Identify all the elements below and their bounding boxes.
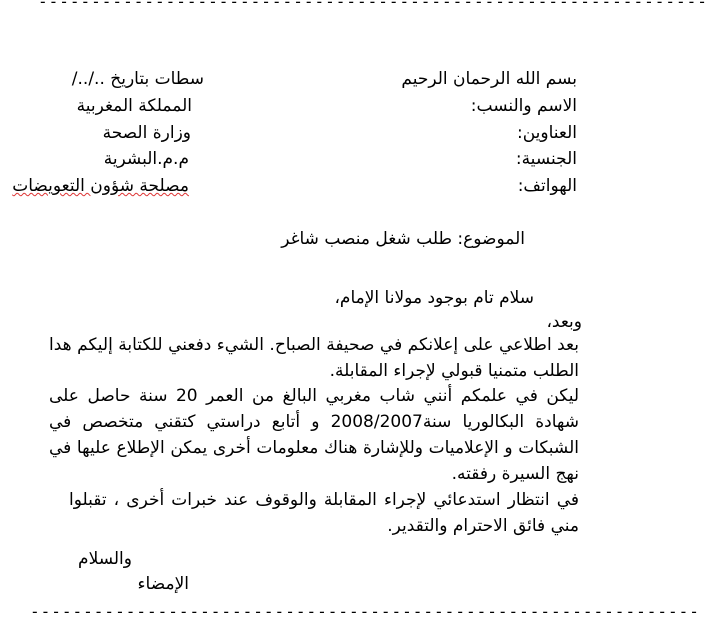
greeting: سلام تام بوجود مولانا الإمام، [334, 288, 534, 308]
recipient-ministry: وزارة الصحة [102, 123, 191, 143]
recipient-kingdom: المملكة المغربية [76, 96, 192, 116]
basmala: بسم الله الرحمان الرحيم [401, 69, 577, 89]
after-greeting: وبعد، [546, 312, 582, 332]
letter-subject: الموضوع: طلب شغل منصب شاغر [281, 229, 525, 249]
name-label: الاسم والنسب: [470, 96, 577, 116]
signature-label: الإمضاء [137, 574, 189, 594]
paragraph-2: ليكن في علمكم أنني شاب مغربي البالغ من العمر 20 سنة حاصل على شهادة البكالوريا سنة2008/2007 و أتابع دراستي كتقني متخصص في الشبكات و الإعلاميات وللإشارة هناك معلومات أخرى يمكن الإطلاع عليها في نهج السيرة رفقته. [49, 386, 579, 484]
bottom-divider: --------------------------------------------------------------- [30, 602, 700, 621]
phones-label: الهواتف: [517, 176, 577, 196]
date-line: سطات بتاريخ ../../ [71, 69, 204, 89]
recipient-service: مصلحة شؤون التعويضات [12, 176, 189, 196]
paragraph-3: في انتظار استدعائي لإجراء المقابلة والوقوف عند خبرات أخرى ، تقبلوا مني فائق الاحترام والتقدير. [69, 490, 579, 536]
top-divider: --------------------------------------------------------------- [38, 0, 708, 11]
paragraph-1: بعد اطلاعي على إعلانكم في صحيفة الصباح. الشيء دفعني للكتابة إليكم هدا الطلب متمنيا قبولي لإجراء المقابلة. [49, 335, 579, 381]
address-label: العناوين: [516, 123, 577, 143]
nationality-label: الجنسية: [515, 149, 577, 169]
recipient-hr: م.م.البشرية [103, 149, 189, 169]
closing: والسلام [78, 549, 132, 569]
